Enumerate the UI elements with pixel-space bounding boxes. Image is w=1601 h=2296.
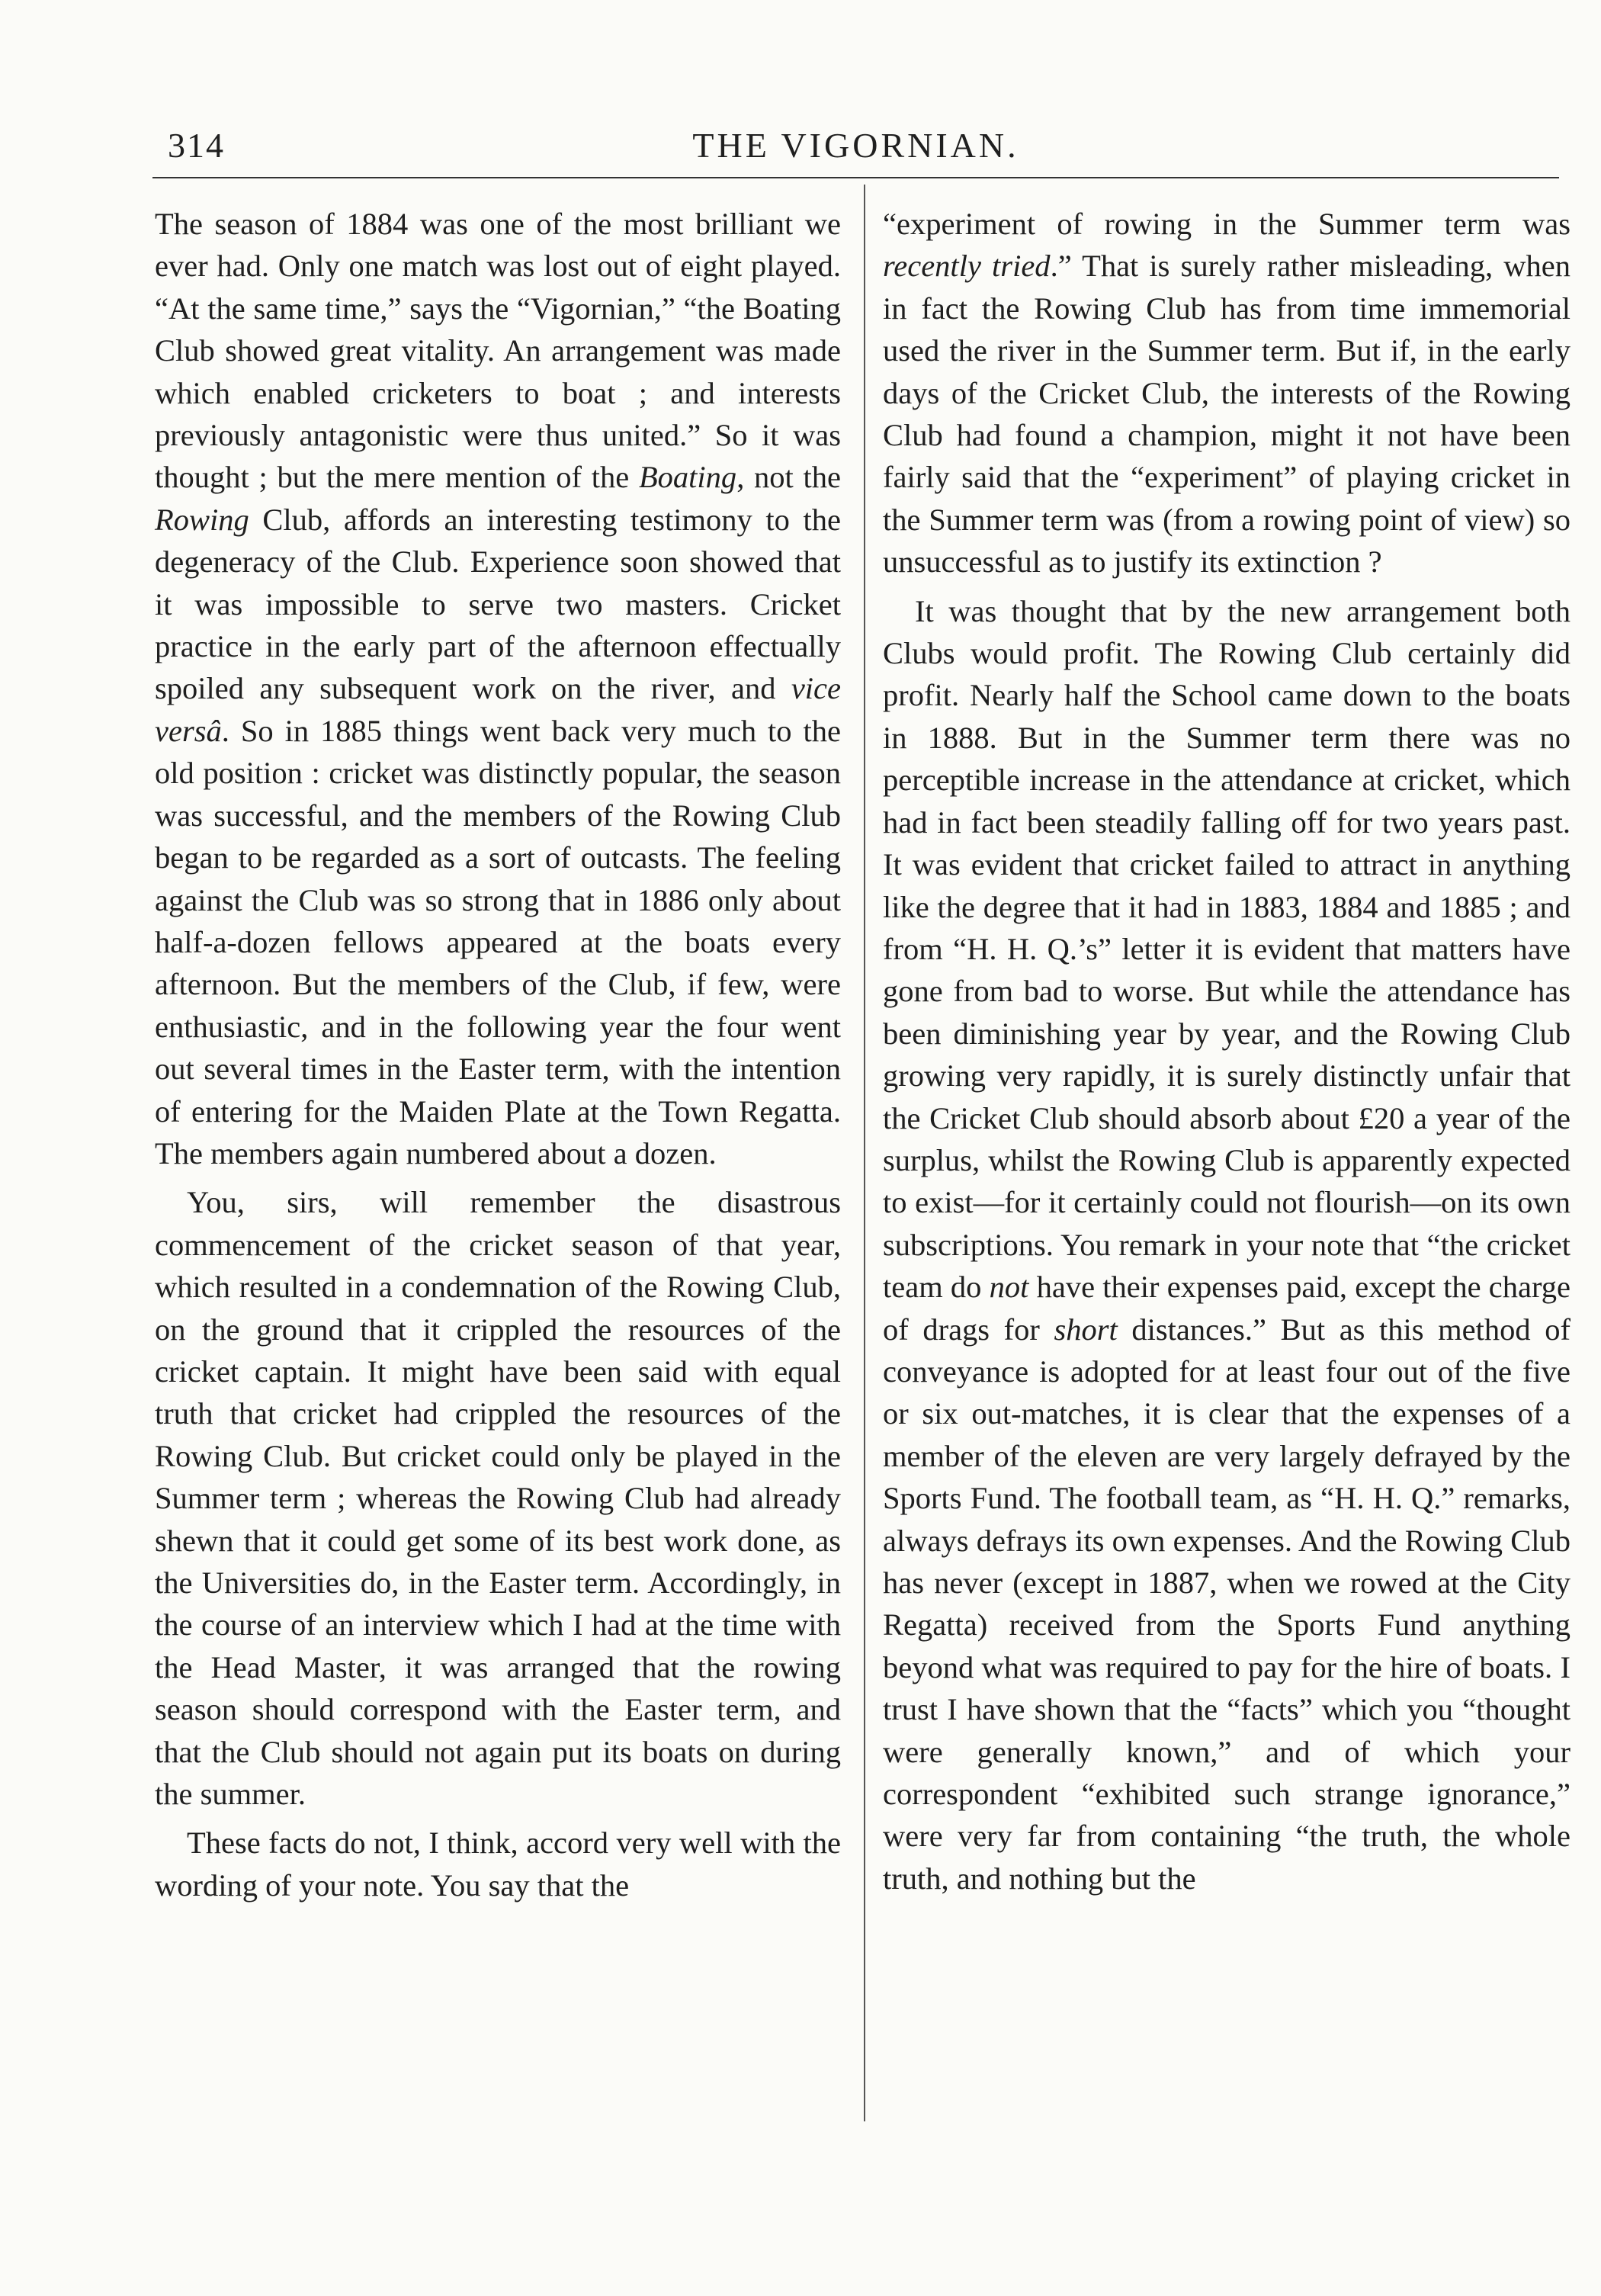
italic-vice-versa: vice versâ xyxy=(155,671,841,748)
header-rule xyxy=(152,177,1559,178)
page-header xyxy=(152,120,1559,174)
italic-rowing: Rowing xyxy=(155,502,249,537)
italic-recently-tried: recently tried xyxy=(883,249,1051,284)
italic-not: not xyxy=(989,1270,1029,1305)
right-column xyxy=(883,203,1571,1906)
left-paragraph-1: The season of 1884 was one of the most brilliant we ever had. Only one match was lost out of eight played. “At the same time,” says the “Vigornian,” “the Boating Club showed great vitality. An arrangement was made which enabled cricketers to boat ; and interests previously antagonistic were thus united.” So it was thought ; but the mere mention of the Boating, not the Rowing Club, affords an interesting testimony to the degeneracy of the Club. Experience soon showed that it was impossible to serve two masters. Cricket practice in the early part of the afternoon effectually spoiled any subsequent work on the river, and vice versâ. So in 1885 things went back very much to the old position : cricket was distinctly popular, the season was successful, and the members of the Rowing Club began to be regarded as a sort of outcasts. The feeling against the Club was so strong that in 1886 only about half-a-dozen fellows appeared at the boats every afternoon. But the members of the Club, if few, were enthusiastic, and in the following year the four went out several times in the Easter term, with the intention of entering for the Maiden Plate at the Town Regatta. The members again numbered about a dozen. xyxy=(155,207,841,1170)
right-paragraph-1: “experiment of rowing in the Summer term was recently tried.” That is surely rather misleading, when in fact the Rowing Club has from time immemorial used the river in the Summer term. But if, in the early days of the Cricket Club, the interests of the Rowing Club had found a champion, might it not have been fairly said that the “experiment” of playing cricket in the Summer term was (from a rowing point of view) so unsuccessful as to justify its extinction ? xyxy=(883,207,1571,580)
italic-short: short xyxy=(1054,1312,1118,1347)
running-title: THE VIGORNIAN. xyxy=(692,126,1019,165)
left-paragraph-3: These facts do not, I think, accord very well with the wording of your note. You say that the xyxy=(155,1826,841,1903)
right-paragraph-2: It was thought that by the new arrangement both Clubs would profit. The Rowing Club certainly did profit. Nearly half the School came down to the boats in 1888. But in the Summer term there was no perceptible increase in the attendance at cricket, which had in fact been steadily falling off for two years past. It was evident that cricket failed to attract in anything like the degree that it had in 1883, 1884 and 1885 ; and from “H. H. Q.’s” letter it is evident that matters have gone from bad to worse. But while the attendance has been diminishing year by year, and the Rowing Club growing very rapidly, it is surely distinctly unfair that the Cricket Club should absorb about £20 a year of the surplus, whilst the Rowing Club is apparently expected to exist—for it certainly could not flourish—on its own subscriptions. You remark in your note that “the cricket team do not have their expenses paid, except the charge of drags for short distances.” But as this method of conveyance is adopted for at least four out of the five or six out-matches, it is clear that the expenses of a member of the eleven are very largely defrayed by the Sports Fund. The football team, as “H. H. Q.” remarks, always defrays its own expenses. And the Rowing Club has never (except in 1887, when we rowed at the City Regatta) received from the Sports Fund anything beyond what was required to pay for the hire of boats. I trust I have shown that the “facts” which you “thought were generally known,” and of which your correspondent “exhibited such strange ignorance,” were very far from containing “the truth, the whole truth, and nothing but the xyxy=(883,593,1571,1896)
page-number: 314 xyxy=(168,126,225,165)
column-divider xyxy=(864,185,865,2121)
italic-boating: Boating xyxy=(638,460,737,495)
left-column xyxy=(155,203,841,1913)
left-paragraph-2: You, sirs, will remember the disastrous commencement of the cricket season of that year, which resulted in a condemnation of the Rowing Club, on the ground that it crippled the resources of the cricket captain. It might have been said with equal truth that cricket had crippled the resources of the Rowing Club. But cricket could only be played in the Summer term ; whereas the Rowing Club had already shewn that it could get some of its best work done, as the Universities do, in the Easter term. Accordingly, in the course of an interview which I had at the time with the Head Master, it was arranged that the rowing season should correspond with the Easter term, and that the Club should not again put its boats on during the summer. xyxy=(155,1185,841,1812)
